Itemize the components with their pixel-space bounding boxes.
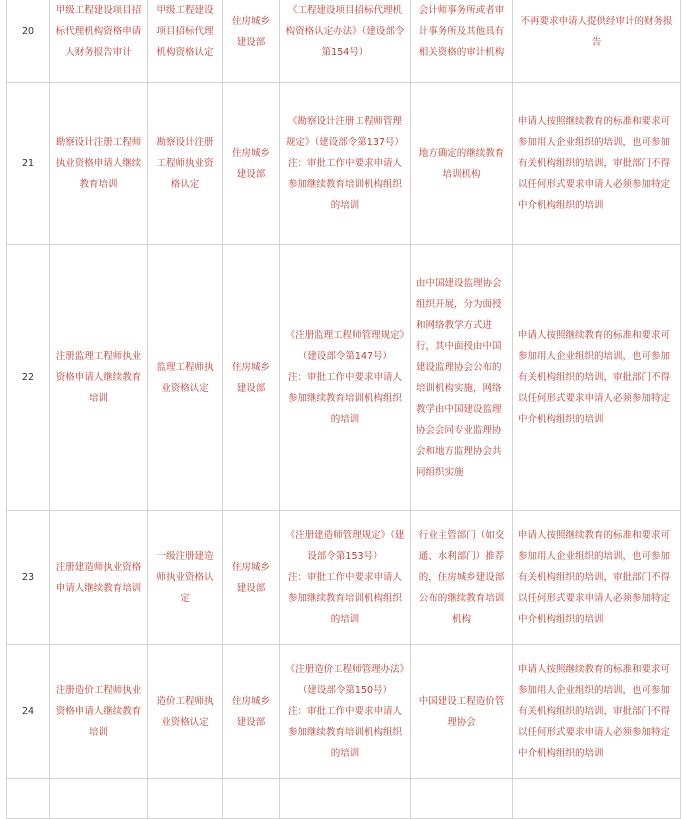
department: 住房城乡建设部 [223, 245, 280, 511]
table-row [7, 645, 681, 779]
service-item [50, 779, 148, 819]
row-number: 21 [7, 83, 50, 245]
service-provider: 行业主管部门（如交通、水利部门）推荐的，住房城乡建设部公布的继续教育培训机构 [411, 511, 513, 645]
service-provider: 由中国建设监理协会组织开展，分为面授和网络教学方式进行，其中面授由中国建设监理协会公布的培训机构实施，网络教学由中国建设监理协会会同专业监理协会和地方监理协会共同组织实施 [411, 245, 513, 511]
table-row [7, 0, 681, 83]
legal-basis: 《注册造价工程师管理办法》（建设部令第150号） 注：审批工作中要求申请人参加继续教育培训机构组织的培训 [280, 645, 411, 779]
service-provider: 会计师事务所或者审计事务所及其他具有相关资格的审计机构 [411, 0, 513, 83]
handling-measure: 申请人按照继续教育的标准和要求可参加用人企业组织的培训，也可参加有关机构组织的培训，审批部门不得以任何形式要求申请人必须参加特定中介机构组织的培训 [513, 245, 681, 511]
legal-basis: 《勘察设计注册工程师管理规定》（建设部令第137号） 注：审批工作中要求申请人参加继续教育培训机构组织的培训 [280, 83, 411, 245]
legal-basis [280, 779, 411, 819]
service-item: 注册造价工程师执业资格申请人继续教育培训 [50, 645, 148, 779]
handling-measure: 不再要求申请人提供经审计的财务报告 [513, 0, 681, 83]
service-provider: 地方确定的继续教育培训机构 [411, 83, 513, 245]
service-provider [411, 779, 513, 819]
department: 住房城乡建设部 [223, 0, 280, 83]
row-number: 20 [7, 0, 50, 83]
row-number [7, 779, 50, 819]
legal-basis: 《工程建设项目招标代理机构资格认定办法》（建设部令第154号） [280, 0, 411, 83]
table-row [7, 779, 681, 819]
service-provider: 中国建设工程造价管理协会 [411, 645, 513, 779]
legal-basis: 《注册建造师管理规定》（建设部令第153号） 注：审批工作中要求申请人参加继续教育培训机构组织的培训 [280, 511, 411, 645]
approval-item: 甲级工程建设项目招标代理机构资格认定 [148, 0, 223, 83]
intermediary-services-table [6, 0, 681, 819]
handling-measure: 申请人按照继续教育的标准和要求可参加用人企业组织的培训，也可参加有关机构组织的培训，审批部门不得以任何形式要求申请人必须参加特定中介机构组织的培训 [513, 645, 681, 779]
department: 住房城乡建设部 [223, 83, 280, 245]
row-number: 24 [7, 645, 50, 779]
department: 住房城乡建设部 [223, 511, 280, 645]
department [223, 779, 280, 819]
table-row [7, 511, 681, 645]
table-row [7, 245, 681, 511]
row-number: 23 [7, 511, 50, 645]
service-item: 甲级工程建设项目招标代理机构资格申请人财务报告审计 [50, 0, 148, 83]
approval-item: 造价工程师执业资格认定 [148, 645, 223, 779]
handling-measure [513, 779, 681, 819]
department: 住房城乡建设部 [223, 645, 280, 779]
handling-measure: 申请人按照继续教育的标准和要求可参加用人企业组织的培训，也可参加有关机构组织的培训，审批部门不得以任何形式要求申请人必须参加特定中介机构组织的培训 [513, 511, 681, 645]
legal-basis: 《注册监理工程师管理规定》（建设部令第147号） 注：审批工作中要求申请人参加继续教育培训机构组织的培训 [280, 245, 411, 511]
approval-item: 一级注册建造师执业资格认定 [148, 511, 223, 645]
service-item: 注册建造师执业资格申请人继续教育培训 [50, 511, 148, 645]
approval-item: 勘察设计注册工程师执业资格认定 [148, 83, 223, 245]
table-row [7, 83, 681, 245]
row-number: 22 [7, 245, 50, 511]
service-item: 勘察设计注册工程师执业资格申请人继续教育培训 [50, 83, 148, 245]
handling-measure: 申请人按照继续教育的标准和要求可参加用人企业组织的培训，也可参加有关机构组织的培训，审批部门不得以任何形式要求申请人必须参加特定中介机构组织的培训 [513, 83, 681, 245]
service-item: 注册监理工程师执业资格申请人继续教育培训 [50, 245, 148, 511]
approval-item: 监理工程师执业资格认定 [148, 245, 223, 511]
approval-item [148, 779, 223, 819]
